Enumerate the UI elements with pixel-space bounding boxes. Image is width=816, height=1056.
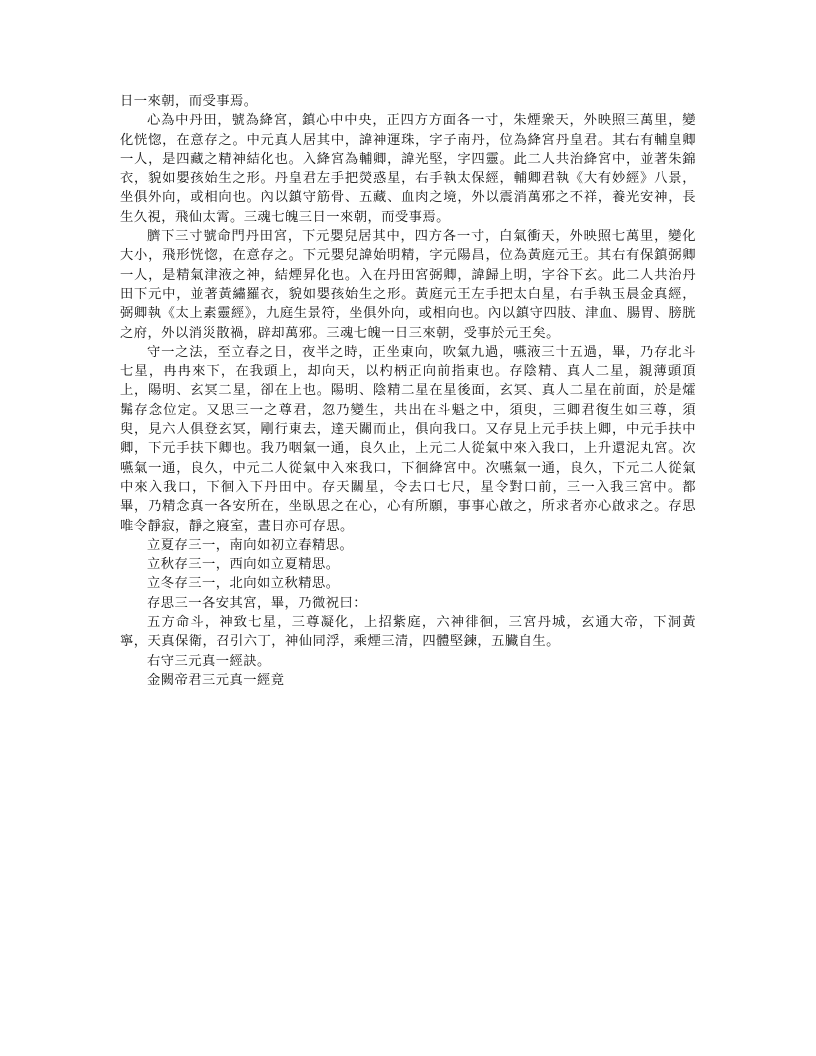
paragraph-lower-dantian: 臍下三寸號命門丹田宮，下元嬰兒居其中，四方各一寸，白氣衝天，外映照七萬里，變化大小，飛形恍惚，在意存之。下元嬰兒諱始明精，字元陽昌，位為黃庭元王。其右有保鎮弼卿一人，是精氣津液之神，結煙昇化也。入在丹田宮弼卿，諱歸上明，字谷下玄。此二人共治丹田下元中，並著黃繡羅衣，貌如嬰孩始生之形。黃庭元王左手把太白星，右手執玉晨金真經，弼卿執《太上素靈經》，九庭生景符，坐俱外向，或相向也。內以鎮守四肢、津血、腸胃、膀胱之府，外以消災散禍，辟却萬邪。三魂七魄一日三來朝，受事於元王矣。 — [120, 229, 696, 341]
paragraph-colophon: 右守三元真一經訣。 — [147, 653, 271, 669]
paragraph-middle-dantian: 心為中丹田，號為絳宮，鎮心中中央，正四方方面各一寸，朱煙衆天，外映照三萬里，變化恍惚，在意存之。中元真人居其中，諱神運珠，字子南丹，位為絳宮丹皇君。其右有輔皇卿一人，是四藏之精神結化也。入絳宮為輔卿，諱光堅，字四靈。此二人共治絳宮中，並著朱錦衣，貌如嬰孩始生之形。丹皇君左手把熒惑星，右手執太保經，輔卿君執《大有妙經》八景，坐俱外向，或相向也。內以鎮守筋骨、五藏、血肉之境，外以震消萬邪之不祥，養光安神，長生久視，飛仙太霄。三魂七魄三日一來朝，而受事焉。 — [120, 113, 696, 225]
document-body — [120, 92, 696, 690]
paragraph-autumn: 立秋存三一，西向如立夏精思。 — [147, 557, 340, 573]
paragraph-invocation-intro: 存思三一各安其宮，畢，乃微祝曰： — [147, 595, 367, 611]
paragraph-invocation: 五方命斗，神致七星，三尊凝化，上招紫庭，六神徘徊，三宮丹城，玄通大帝，下洞黃寧，天真保衛，召引六丁，神仙同浮，乘煙三清，四體堅鍊，五臟自生。 — [120, 615, 696, 650]
paragraph-method-spring: 守一之法，至立春之日，夜半之時，正坐東向，吹氣九過，嚥液三十五過，畢，乃存北斗七星，冉冉來下，在我頭上，却向天，以杓柄正向前指東也。存陰精、真人二星，親薄頭頂上，陽明、玄冥二星，卻在上也。陽明、陰精二星在星後面，玄冥、真人二星在前面，於是㸌髴存念位定。又思三一之尊君，忽乃變生，共出在斗魁之中，須臾，三卿君復生如三尊，須臾，見六人俱登玄冥，剛行東去，達天關而止，俱向我口。又存見上元手扶上卿，中元手扶中卿，下元手扶下卿也。我乃咽氣一通，良久止，上元二人從氣中來入我口，上升還泥丸宮。次嚥氣一通，良久，中元二人從氣中入來我口，下徊絳宮中。次嚥氣一通，良久，下元二人從氣中來入我口，下徊入下丹田中。存天關星，令去口七尺，星令對口前，三一入我三宮中。都畢，乃精念真一各安所在，坐臥思之在心，心有所願，事事心啟之，所求者亦心啟求之。存思唯令靜寂，靜之寢室，晝日亦可存思。 — [120, 344, 696, 534]
paragraph-winter: 立冬存三一，北向如立秋精思。 — [147, 576, 340, 592]
paragraph-end-title: 金闕帝君三元真一經竟 — [147, 672, 285, 688]
paragraph-summer: 立夏存三一，南向如初立春精思。 — [147, 537, 354, 553]
paragraph-continuation: 日一來朝，而受事焉。 — [120, 94, 258, 109]
